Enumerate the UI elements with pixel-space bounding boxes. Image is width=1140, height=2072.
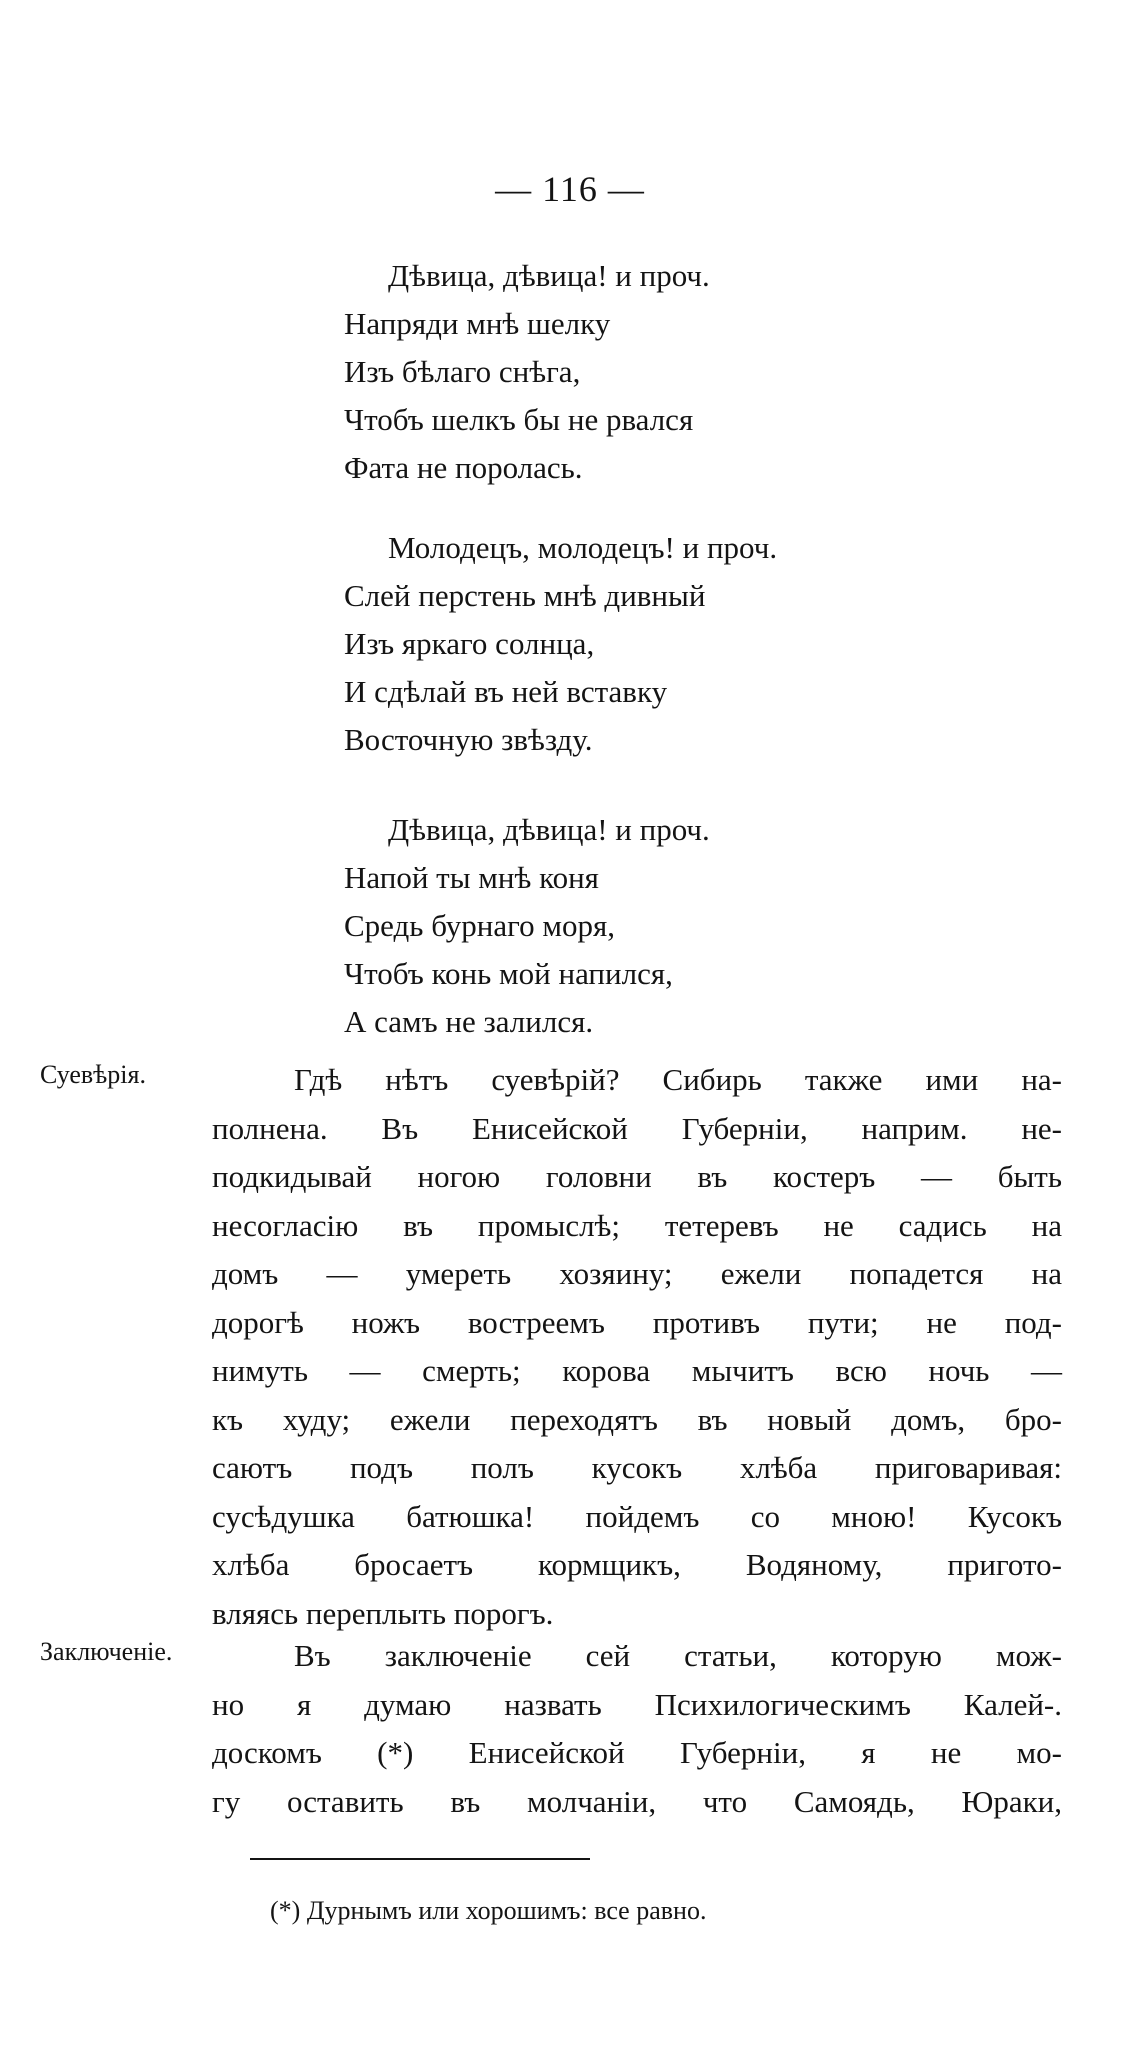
paragraph-line: Въ заключеніе сей статьи, которую мож- [294,1638,1062,1673]
verse-line: И сдѣлай въ ней вставку [344,674,668,709]
verse-line: Фата не поролась. [344,450,583,485]
verse-line: Восточную звѣзду. [344,722,593,757]
verse-line: Чтобъ шелкъ бы не рвался [344,402,694,437]
margin-note-conclusion: Заключеніе. [40,1637,173,1666]
paragraph-line: Гдѣ нѣтъ суевѣрій? Сибирь также ими на- [294,1062,1062,1097]
verse-stanza [344,524,984,764]
paragraph-line: подкидывай ногою головни въ костеръ — быть [212,1159,1062,1194]
verse-line: Молодецъ, молодецъ! и проч. [388,530,778,565]
verse-line: Дѣвица, дѣвица! и проч. [388,812,710,847]
verse-line: Изъ яркаго солнца, [344,626,595,661]
verse-line: Дѣвица, дѣвица! и проч. [388,258,710,293]
paragraph-line: саютъ подъ полъ кусокъ хлѣба приговаривая: [212,1450,1062,1485]
verse-line: Средь бурнаго моря, [344,908,615,943]
paragraph-conclusion [212,1632,1062,1826]
paragraph-line: сусѣдушка батюшка! пойдемъ со мною! Кусокъ [212,1498,1062,1534]
verse-stanza [344,252,984,492]
verse-line: Слей перстень мнѣ дивный [344,578,706,613]
verse-line: Напряди мнѣ шелку [344,306,611,341]
verse-line: Чтобъ конь мой напился, [344,956,673,991]
paragraph-line: но я думаю назвать Психилогическимъ Калей-. [212,1686,1062,1722]
paragraph-line: несогласію въ промыслѣ; тетеревъ не садись на [212,1207,1062,1243]
paragraph-line: хлѣба бросаетъ кормщикъ, Водяному, пригото- [212,1547,1062,1582]
page-number: — 116 — [495,169,645,209]
paragraph-line: доскомъ (*) Енисейской Губерніи, я не мо- [212,1735,1062,1770]
paragraph-line: нимуть — смерть; корова мычитъ всю ночь — [212,1353,1062,1388]
verse-stanza [344,806,984,1046]
margin-note-superstition: Суевѣрія. [40,1060,146,1089]
paragraph-superstition [212,1056,1062,1638]
paragraph-line: къ худу; ежели переходятъ въ новый домъ, бро- [212,1401,1062,1437]
paragraph-line: гу оставить въ молчаніи, что Самоядь, Юраки, [212,1783,1062,1819]
paragraph-line: дорогѣ ножъ востреемъ противъ пути; не под- [212,1304,1062,1340]
paragraph-line: полнена. Въ Енисейской Губерніи, наприм. не- [212,1110,1062,1146]
verse-line: Изъ бѣлаго снѣга, [344,354,581,389]
verse-line: А самъ не залился. [344,1004,594,1039]
paragraph-line: домъ — умереть хозяину; ежели попадется на [212,1256,1062,1291]
verse-line: Напой ты мнѣ коня [344,860,599,895]
paragraph-line: вляясь переплыть порогъ. [212,1595,554,1631]
footnote-divider [250,1858,590,1860]
footnote: (*) Дурнымъ или хорошимъ: все равно. [270,1896,707,1925]
